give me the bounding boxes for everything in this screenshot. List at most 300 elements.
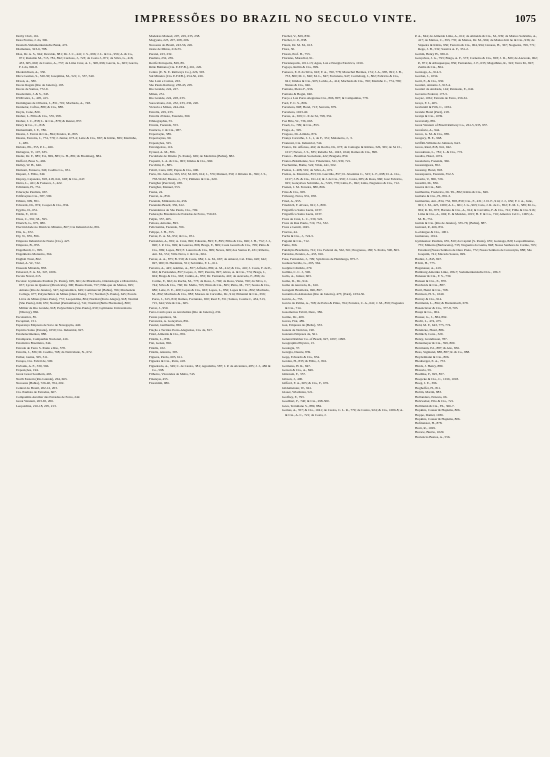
index-entry: Greaforte, A., 944. bbox=[415, 127, 441, 132]
index-entry: Fragoso, Dr. Arlindo, 874. bbox=[282, 131, 318, 136]
index-entry: Elterich, G., 975, 980. bbox=[16, 221, 46, 226]
index-entry: Guaraniguara, 852. bbox=[415, 163, 441, 168]
index-entry: Hardwick & Cia., 887. bbox=[415, 283, 446, 288]
index-entry: Guarany, Hotel, 818. bbox=[415, 167, 443, 172]
page-header bbox=[16, 14, 536, 28]
index-entry: Finanças, 455. bbox=[149, 376, 169, 381]
index-entry: Eiklia, F., 1019. bbox=[16, 212, 38, 217]
index-entry: Diederichsen, A., 330. bbox=[16, 69, 46, 74]
index-entry: Docas de Santos, 772-9. bbox=[16, 87, 49, 92]
index-entry: Frota e Gentil, 1045. bbox=[282, 225, 310, 230]
index-entry: English Trust, 862. bbox=[16, 256, 42, 261]
index-entry: Doyle, Cone, 820. bbox=[16, 109, 41, 114]
index-entry: Federação Brasileira de Estradas de Ferro, 750-63. bbox=[149, 212, 217, 217]
index-entry: Fortaleza, 998; Hotel, 713; Serraria, 879. bbox=[282, 105, 337, 110]
index-entry: Festas populares, 34. bbox=[149, 314, 178, 319]
index-entry: Fauna, 24. bbox=[149, 189, 164, 194]
index-entry: Fribourg, Nova, 931, 958. bbox=[282, 194, 317, 199]
index-entry: Flora, 30. bbox=[282, 47, 295, 52]
index-entry: Feuriel, Guilherme, 865. bbox=[149, 323, 182, 328]
index-entry: Hoehlke, F., 825, 857. bbox=[415, 372, 445, 377]
index-entry: Eustácio, J. & Cia., 987. bbox=[149, 127, 182, 132]
index-entry: Fazenda, Ministerio da, 456. bbox=[149, 198, 188, 203]
index-entry: Helmich, Cons., 329. bbox=[415, 332, 444, 337]
index-column-2 bbox=[149, 34, 272, 747]
index-entry: Farnghar (Percival), 188. bbox=[149, 180, 183, 185]
index-entry: Frota de Cruz, L. C., 539, 522. bbox=[282, 216, 324, 221]
index-entry: Gadjére Cândido, 279. bbox=[282, 265, 313, 270]
index-entry: Hoghoffer, H., 811. bbox=[415, 385, 442, 390]
index-entry: Faculdade de Direito (S. Paulo), 669; de Medicina (Bahia), 882. bbox=[149, 154, 235, 159]
index-entry: Fuchs & Cia., J., 724-5. bbox=[282, 234, 314, 239]
index-entry: São Luiz e Caxias, 263. bbox=[149, 78, 181, 83]
index-entry: Gama da Azevedo, R., 616. bbox=[282, 283, 319, 288]
index-entry: Esther, Guina, 305, 311. bbox=[16, 354, 49, 359]
index-entry: Estamparia, Companhia Nacional, 416. bbox=[16, 336, 69, 341]
index-entry: Gasometros Fabril, Dest., 386. bbox=[282, 310, 323, 315]
index-entry: Faquetti, L. A. & Cia., 963; Irmãos & Cia., 960. bbox=[149, 158, 214, 163]
index-entry: Ely, N., 855, 856. bbox=[16, 234, 40, 239]
index-entry: Ferraz, E. A. M., 951; & Co., 951. bbox=[149, 234, 195, 239]
index-entry: D'Oliveira, L., 405, 415. bbox=[16, 96, 49, 101]
index-entry: Dumont, Fonseca, 346; Coelho Co., 931. bbox=[16, 167, 71, 172]
index-entry: Garcia, A., 755. bbox=[282, 296, 304, 301]
index-entry: Guanabara, Fazenda, 366. bbox=[415, 158, 450, 163]
index-entry: Herrmann, Ed., 887; & Ant., 836. bbox=[415, 345, 460, 350]
index-entry: Ewbank, A. F., 330, 566. bbox=[16, 363, 50, 368]
index-entry: Hopkins, Causer & Hopkins, 806. bbox=[415, 416, 461, 421]
index-entry: Fauvet, A., 859. bbox=[149, 194, 171, 199]
index-entry: Guilherme, Frederico, Dr. Th., 882; Irmão & Cia., 849. bbox=[415, 189, 489, 194]
index-entry: Dudar, Dr. F., 885; Ed., 869, 883; G. H., 881; & Bromberg, 884. bbox=[16, 154, 102, 159]
page-number: 1075 bbox=[515, 14, 536, 25]
index-entry: Exposições, 194. bbox=[16, 367, 39, 372]
index-entry: Esperança Empreza de Sal e de Navegação, 440. bbox=[16, 323, 82, 328]
index-entry: Hentemeyer & Cia., 399, 800. bbox=[415, 341, 456, 346]
index-entry: Góes, Tertuliano S., 889, 884. bbox=[282, 403, 322, 408]
index-entry: Henry, Grandisson, 787. bbox=[415, 336, 448, 341]
index-entry: General Rubber Co. of Brazil, 927, 1097, 1098. bbox=[282, 336, 346, 341]
index-column-3 bbox=[282, 34, 405, 747]
index-entry: Engelhardt, C., 895. bbox=[16, 247, 43, 252]
index-entry: Grabstahl & Filh, C., 1034. bbox=[415, 105, 452, 110]
index-entry: Holtin, Martin, 883. bbox=[415, 390, 442, 395]
index-entry: Estrada de Ferro S. Paulo e Rio, 578. bbox=[16, 345, 66, 350]
index-entry: Guarapuava, Fazenda, 352-5. bbox=[415, 172, 455, 177]
index-entry: Felippe, J. H., 355. bbox=[149, 229, 175, 234]
index-entry: Gravatahy, 881. bbox=[415, 118, 437, 123]
index-entry: Farnghar, Manuel, 553. bbox=[149, 185, 181, 190]
index-entry: Godfrey, F., 793. bbox=[282, 394, 305, 399]
index-entry: H Irm, H., 775. bbox=[415, 261, 436, 266]
index-entry: Fiação e Tecidos Porto-Alegrense, Cia. de, 817. bbox=[149, 327, 213, 332]
index-entry: Companhia Auxiliar das Estradas de Ferro, 242. bbox=[16, 394, 81, 399]
index-entry: Fischel, V., 829, 839. bbox=[282, 34, 311, 38]
index-entry: Diamantes, 323-6, 788. bbox=[16, 47, 48, 52]
index-column-4 bbox=[415, 34, 538, 747]
index-entry: Dutra, L., 421; & Fonseca, J., 422. bbox=[16, 180, 63, 185]
index-entry: Feitosa, Antonio, 893. bbox=[149, 221, 179, 226]
index-entry: Egydio, D., 651. bbox=[16, 207, 39, 212]
index-entry: Great Western of Brazil Railway Co., 261-5, 935, 937. bbox=[415, 123, 488, 128]
index-entry: Griffith-Wilkins de Johnson, 9A3. bbox=[415, 140, 461, 145]
index-entry: Gepp, Edwards & Cia., 834. bbox=[282, 354, 320, 359]
index-entry: Fabril, Cana, 605; Papas & Cia., 690. bbox=[149, 167, 200, 172]
index-entry: Victoria a Minas, 244-244. bbox=[149, 105, 185, 110]
index-entry: Gordon, J., 1034. bbox=[415, 74, 439, 79]
index-entry: Dumermuth, J. F., 786. bbox=[16, 127, 47, 132]
index-entry: Eihlers, 999, 851. bbox=[16, 198, 40, 203]
index-entry: Holzweber, Ello & Cia., 721. bbox=[415, 399, 455, 404]
index-entry: Hauser, G., J., 884, 892. bbox=[415, 314, 448, 319]
index-entry: Goyaz, 1061; Estrada de Ferro, 256-61. bbox=[415, 96, 468, 101]
index-entry: Ford, F. C. S., 806. bbox=[282, 100, 308, 105]
index-entry: Figueiredo, A., 349; C. de Castro, 381; Agostinho, 587; J. P. de Alcantara, 485; J. J., 486 & Co., 598. bbox=[149, 363, 271, 372]
index-entry: Estrella, 229, 233. bbox=[149, 109, 174, 114]
index-entry: Hagenauer, A., 419. bbox=[415, 265, 442, 270]
index-entry: Central do Brazil, 202-12, 203. bbox=[16, 385, 58, 390]
index-entry: Franco - Brazilian Sociedade, 422; Brugada, 859. bbox=[282, 154, 349, 159]
index-entry: Franzoni, Cia. Industrial, 744. bbox=[282, 140, 323, 145]
index-entry: Garagem Brazileira, 696, 897. bbox=[282, 287, 323, 292]
index-entry: Gibson, J., 400. bbox=[282, 376, 303, 381]
index-entry: Graça, F. J., 405. bbox=[415, 100, 438, 105]
index-entry: Germano, H. R., 847. bbox=[282, 363, 311, 368]
index-entry: Gerson & Cia., A., 849. bbox=[282, 367, 314, 372]
index-entry: Historia, 59. bbox=[415, 367, 432, 372]
index-entry: Esberard, F. A. M., 347, 1006. bbox=[16, 270, 57, 275]
index-entry: Gomm, Henry H., 965-6. bbox=[415, 51, 449, 56]
index-entry: Paulista, 232, 239. bbox=[149, 56, 174, 61]
index-entry: Leopoldina, 216-18, 205, 213. bbox=[16, 403, 57, 408]
index-entry: Harrison, H. S., 1040. bbox=[415, 292, 445, 297]
index-entry: Fundição Brazileira, 741; Cia. Federal de, 562, 561; Progresso, 180; S. Pedro, 590, 863. bbox=[282, 247, 400, 252]
index-entry: Centro (E. N. E. Railways Co.), 226, 303. bbox=[149, 69, 205, 74]
index-entry: Ethnographia, 55. bbox=[149, 118, 173, 123]
index-entry: Hollanders, Ernesto, 66. bbox=[415, 394, 448, 399]
index-entry: Geologia, 37. bbox=[282, 345, 301, 350]
index-entry: Guaiba, Hotel, 1074. bbox=[415, 154, 443, 159]
index-entry: Hoppe, Daniel, 1036. bbox=[415, 412, 444, 417]
index-entry: Sorocabana, 241, 232, 233, 236, 220. bbox=[149, 100, 199, 105]
index-entry: Dupray, Cajazeiro, 818, 418, 641, 648; & Cia., 647. bbox=[16, 176, 86, 181]
index-entry: Horn, R., 1029. bbox=[415, 425, 436, 430]
index-entry: Paraná, 223, 232. bbox=[149, 51, 173, 56]
index-entry: Fumo, 366. bbox=[282, 243, 298, 248]
index-entry: Fontana & Bogui, 940. bbox=[282, 91, 313, 96]
index-entry: Ferro-Carris para os Arrabaldes (Rio de Janeiro), 232. bbox=[149, 310, 222, 315]
index-entry: Dreher, J. C., 858; L. & Cia., 878; & Reuter, 857. bbox=[16, 118, 83, 123]
index-entry: Recife Petropolis, 829, 89. bbox=[149, 60, 185, 65]
index-entry: Dupont, J. Filho, 349. bbox=[16, 172, 46, 177]
index-entry: Hopkins, Causer & Hopkins, 806. bbox=[415, 408, 461, 413]
index-entry: Fiorentini, 986. bbox=[149, 381, 170, 386]
index-entry: Fraga, A., 395. bbox=[282, 127, 302, 132]
index-entry: Gazzena Empreza de, 561. bbox=[282, 332, 318, 337]
index-entry: Dubois, Ph., 355, P. L., 466. bbox=[16, 145, 54, 150]
index-entry: Estrella, J., 836; M. Coelho, 768; da Natividade, N., 672. bbox=[16, 350, 93, 355]
index-entry: Gatino, Dr., 409. bbox=[282, 314, 305, 319]
index-entry: Gildemeister, W., 941. bbox=[282, 385, 312, 390]
index-entry: Escopinel, 151. bbox=[16, 319, 37, 323]
index-entry: Greco, G. M. & Cia., 885. bbox=[415, 131, 451, 136]
index-entry: Frigorífico Santa Luzia, 1037. bbox=[282, 207, 323, 212]
index-entry: Goulart, Antonio J., 913-4. bbox=[415, 82, 451, 87]
index-entry: Gifford, F. A., 605; & Cia., F., 676. bbox=[282, 381, 329, 386]
index-entry: Hecht, L., 474, 475. bbox=[415, 319, 442, 323]
index-entry: Fried, A., 955. bbox=[282, 198, 302, 203]
index-entry: Ennal, A. W., 722. bbox=[16, 261, 41, 266]
index-entry: Elis, G., 672. bbox=[16, 229, 34, 234]
index-entry: Gregory, H. E., 968. bbox=[415, 136, 443, 141]
index-entry: Noroeste (Bahia), 726-40, 704, 202. bbox=[16, 381, 65, 386]
index-entry: Eyraud, A. M., 856. bbox=[149, 149, 176, 154]
index-entry: Fuganti & Cia., 712. bbox=[282, 238, 310, 243]
index-entry: Gonzaga, A., 914-5. bbox=[415, 69, 442, 74]
index-entry: Enseada Miranda, 858. bbox=[16, 265, 47, 270]
index-entry: Gerdau, H., 833; & Filho, J., 816. bbox=[282, 359, 328, 364]
index-entry: Hofmeister, H., 878. bbox=[415, 421, 443, 426]
index-entry: Dufford, Bose S., 466. bbox=[16, 158, 47, 163]
index-entry: G-eldergee & Cia., 1001. bbox=[415, 229, 449, 234]
index-entry: Hansen & Cia., E., 870. bbox=[415, 278, 447, 283]
index-entry: Ferrer, J., 950. bbox=[149, 305, 169, 310]
index-entry: Electricidade no Districto Mineiro, 867; Cia Industrial de, 891. bbox=[16, 225, 101, 230]
index-entry: Guiraud, P., 466, 831. bbox=[415, 225, 445, 230]
index-entry: Hess, Sigmund, 888, 887; R. & Co., 888. bbox=[415, 350, 470, 355]
index-entry: Goedhart, F., 740; & Cia., 298-300. bbox=[282, 399, 330, 404]
index-entry: Hinds, J. Henry, 880. bbox=[415, 363, 444, 368]
index-entry: Echmann, H., 751. bbox=[16, 185, 42, 190]
index-entry: Rio Grande, 224, 227. bbox=[149, 87, 179, 92]
index-entry: Guimarães, Ant., 834, 752, 858, 859; Cia., F., 431; J. D. F., 914; J. J., 656; F. J. A., Junr., 901; J. M., 425, 1000; A. L., 601; J. G., 963; Caio, J. R. de C., 852; E. M. J., 589; M. G., 904; R. M., 873; Barreto & Cia., A., 914; & Carvalho, F. & Cia., 741; Filho & Cia. 916; Lima & Cia., A., 604; E. & Mendes, 1015; B. F. & Co., 716; America Cel C., 1065; A. M. B., 751. bbox=[415, 198, 537, 221]
index-entry: Gymnasios: Paulista, 655, 810; da Capital (S. Paulo), 655; Gonzaga, 820; Leopoldinense, 755; Minerio (Barbacena), 733; Nogueira da Gama, 848; Nossa Senhora do Carmo, 765; Estadual (Nossa Senhora de Ouro Preto, 772; Nossa Senhora de Conceição, 888; São Joaquim, 741; Macedo Soares, 699. bbox=[415, 238, 537, 257]
index-entry: Feijão, 357, 405. bbox=[149, 216, 172, 221]
index-entry: Noroeste do Brazil, 243-56, 226. bbox=[149, 42, 193, 47]
index-entry: Guerra & Cia., 840. bbox=[415, 185, 442, 190]
index-entry: Hollmann & Cia., Fh., 366-7. bbox=[415, 403, 455, 408]
index-entry: Fructas, 44. bbox=[282, 229, 298, 234]
index-entry: Heydelmann & Cia., 806. bbox=[415, 354, 450, 359]
index-entry: Duarte, Ferreira, J., 774, 779; J. Junior, 673-4; Leite & Cia., 867; & Irmão, 865; Martinho, J., 489. bbox=[16, 136, 137, 145]
index-entry: Gonçalves, J. G., 793; Braga, A. F., 573; Carneiro & Cia., 803; J. D., 829; de Azevedo, 962; P., 871; & Albuquerque, 856; Fernandes, J. F., 633; Magalhães, R., 322; Terra M., 847; Zenha & Cia., 804. bbox=[415, 56, 538, 70]
index-entry: Hanauer & Cia., F. S., 739. bbox=[415, 274, 452, 279]
index-entry: Foz Bilo, W., 736, 663. bbox=[282, 118, 314, 123]
index-entry: Hoeg, J. E., 396. bbox=[415, 381, 438, 386]
index-entry: Domingues de Oliveira, J., 851, 701; Machado, A., 748. bbox=[16, 100, 91, 105]
index-entry: Deutsch-Südamerikanische Bank, 472. bbox=[16, 42, 69, 47]
index-entry: Hennicke, Hotel, 886. bbox=[415, 327, 445, 332]
index-entry: Fidelis, L., 836. bbox=[149, 336, 171, 341]
index-entry: Exportação, 389. bbox=[149, 131, 172, 136]
index-entry: Guarda, V., 806, 726. bbox=[415, 176, 444, 181]
index-entry: Fernandes, A., 891; A. Cruz, 996; Eduardo, 893; F., 895; Filho & Cia., 696; J. H., 752; J. J., 690; J. P. Cia., 849; & Gouvea, 806; Braga, F., 869; Costa Gouvêa & Cia., 709; Pinto & Cia., 869; Lopes, 893; F. Loureiro & Cia., 809; Neves, 669; dos Santos P., 431; Ribeiro, Ant. M., 551; Villa Nova, J. & Cia., 604. bbox=[149, 238, 272, 257]
index-entry: Hortencio Bastos, A., 556. bbox=[415, 434, 451, 439]
index-entry: Fazendeiros de São Paulo, Cia., 769. bbox=[149, 207, 199, 212]
index-entry: Fortes, A., 659; C. P. de Sá, 798, 352. bbox=[282, 114, 333, 119]
index-entry: Hamburg Amerika Linie, 186-7; Sudamerikanische D.G., 186-7. bbox=[415, 270, 502, 275]
index-entry: Figueira & Cia., Paris, 418. bbox=[149, 359, 186, 364]
index-entry: Estrella d'Oeste, Fazenda, 360. bbox=[149, 114, 191, 119]
index-entry: Florianopolis, 1011-13; Agua, Luz e Energia Electrica, 1016. bbox=[282, 60, 364, 65]
index-entry: Desa Freitas, J. da, 306. bbox=[16, 38, 48, 43]
index-entry: Empreza, B., 855. bbox=[16, 243, 41, 248]
index-entry: Minas, 251. bbox=[149, 91, 165, 96]
index-entry: Cia. Paulista de Estradas, 667. bbox=[16, 390, 57, 395]
index-entry: Espirito Santo (Estado), 1050; Cia. Industrial, 927. bbox=[16, 327, 84, 332]
index-entry: Great Great Southern, 465. bbox=[16, 372, 53, 377]
index-entry: Gomes, A., 357; & Cia., 1041; de Castro, C. L. R., 779; de Castro, 924; & Cia., 1006-8; A. & Cia., A. C., 721; da Costa, J. bbox=[282, 408, 404, 417]
index-entry: Glaser, Wladislau, 521. bbox=[282, 390, 314, 395]
index-columns bbox=[16, 34, 538, 747]
index-entry: Horace, Burrio, 1029. bbox=[415, 430, 445, 435]
index-entry: Educação Paulista, 667. bbox=[16, 189, 48, 194]
index-entry: Franco-Brésilienne, Soc. Financière, 521, 930, 721. bbox=[282, 158, 351, 163]
index-entry: Gazeta de Noticias, 190. bbox=[282, 327, 315, 332]
index-entry: Estabelecimentos, 888. bbox=[16, 332, 47, 337]
index-entry: Frenen, J. M. Ferreira, 880, 866. bbox=[282, 185, 326, 190]
index-entry: Fidelis, 102. bbox=[149, 345, 166, 350]
index-entry: Gallina, C. C. J., 590. bbox=[282, 270, 311, 275]
index-entry: Gama, D., Dr., 914. bbox=[282, 278, 309, 283]
index-entry: Frota da Rua Paulo, 719, 751, 532. bbox=[282, 221, 329, 226]
index-entry: Etruria, Fazenda, 353. bbox=[149, 123, 179, 128]
index-entry: Escolas: Gymnasio Paulista (S. Paulo), 695, 661; de Pharmacia, Odontologia e Obstetricia, 657; Lyceu de Queiroz (Piracicaba), 300; Bueno Paula, 757; Nhú-que de Mattos, 695; Amano (Rio de Janeiro), 347; Agronomica, 649; Commercial (Bahia), 766; Mackenzie College, 677; Polytechnica de Minas (Ouro Preto), 771; Normal (S. Paulo), 645; Escola Livre de Minas (Ouro Preto), 772; Leopoldina, 804; Normal (Porto Alegre), 918; Normal (São Paulo), 649, 655; Normal (Pernambuco), 741; Normal (Bello Horizonte), 800; Militar de Rio Grande, 918; Polytechnica (São Paulo), 650; Gymnasio Universitario (Niteroy), 866. bbox=[16, 278, 139, 315]
index-entry: Haupt & Co., 904. bbox=[415, 310, 440, 315]
index-entry: Held, M. F., 643, 775, 774. bbox=[415, 323, 452, 328]
index-entry: Floren, Prof. B., 753. bbox=[282, 51, 311, 56]
index-entry: Gotti, F., & Cia., 930. bbox=[415, 78, 445, 83]
index-entry: Engenheiro Monteiro, 364. bbox=[16, 252, 53, 257]
index-entry: Dreher, L. Filho & Cia., 555, 958. bbox=[16, 114, 62, 119]
index-entry: Fraeb, G., 709; & Cia., 853. bbox=[282, 123, 320, 128]
index-entry: Floriano, Marechal, 91. bbox=[282, 56, 314, 61]
index-entry: Friedrich, F. Alvaro, 921; J., 809. bbox=[282, 203, 327, 208]
index-entry: Edwards, Dr., 874; Cooper & Cia., 834. bbox=[16, 203, 70, 208]
index-entry: Dias, Dr. A. S., 944; Devaldo, 881; Dr. J. C., 441; J. S., 696; J. L. & Ca., 956; A. & Ca., 971; Ronaldo M., 715, 781, 892; Cardoso, J., 723; da Costa J., 871; da Silva, G., 418, 433, 605, 660; de Castro, A., 757; de Lima Cruz, A. J., 368, 696; Garcia, G., 603; Garcia, F. Lda, 996-8. bbox=[16, 51, 139, 70]
index-entry: Figuera, Pardo, 603, 611. bbox=[149, 354, 183, 359]
index-entry: Grande Hotel (Pará), 218. bbox=[415, 109, 450, 114]
index-entry: Fogaça, Rollin & Cia., 899. bbox=[282, 65, 319, 70]
index-entry: Gross, Raul, 818, 941, 942. bbox=[415, 145, 452, 150]
index-entry: Guilarte & Cia., H., 891-3. bbox=[415, 194, 451, 199]
index-entry: Dubugras, V., 107, 635. bbox=[16, 149, 48, 154]
index-entry: Dixon, A., 380. bbox=[16, 78, 37, 83]
index-entry: Fidel, Almeida & Cia., 891. bbox=[149, 332, 187, 337]
index-entry: Hasenclever & Cia., 377-8, 703. bbox=[415, 305, 459, 310]
index-entry: Gaz, Empreza de (Bello), 333. bbox=[282, 323, 323, 328]
index-entry: Gavea, Fiat, 489. bbox=[282, 319, 305, 323]
index-entry: Hoepcke & Cia., C., 1016, 1018. bbox=[415, 376, 459, 381]
index-entry: Hartl, Henri & Cia., 768. bbox=[415, 287, 449, 292]
index-entry: North Eastern (Rio Grande), 264, 663. bbox=[16, 376, 68, 381]
index-entry: Filhoiro, Viscondes de Malta, 743. bbox=[149, 372, 196, 377]
index-entry: Elsas, C., 591; M., 595. bbox=[16, 216, 48, 221]
index-entry: Madeiras Manoel, 207, 229, 235, 238. bbox=[149, 34, 201, 38]
index-entry: Oeste de Minas, 216-55. bbox=[149, 47, 182, 52]
index-entry: Freitas, L. 408, 591; da Silva, A., 672. bbox=[282, 167, 334, 172]
index-entry: Fortaleza, 1023-40. bbox=[282, 109, 309, 114]
index-entry: Exportações, 90. bbox=[149, 136, 172, 141]
index-entry: Ferreira, A., 445; Adelino, A., 857; Alfredo, 884; A. M., 412; & Cia., 416; J. Costa, F. de P., 662; & Fernandes, 857; Lopes, J., 897; Pereira, 997; Alves, A. & Cia., 774; Braga, J., 604; Braga & Cia., 963; Cunha, A., 855; Dr. Fernando, 410; de Azevedo, F., 896; do Carmo, F., 662; da Rocha, M., 773; da Rosa, J., 760; de Rosa, Viana, 760; da Silva, J., 744; Silva & Cia., 760; Dr. Mello, 765; Pinto & Cia., 865; Pinto, M., 757; Souza & Cia., 686; Leite, E. E., 400; Lopes & Cia., 663; Lopes, L., 856; Lopes & Cia., 802; Machado, M., 892; Machado & Cia., 883; Moraes de Carvalho, Dr., 914; Pimentel & Cia., 656; Porto, J., 615, 819; Ramos, Fortunato, 650; Real F., 351; Santos, Cosme J., 434, 513, 715, 644; Vale & Cia., 605. bbox=[149, 265, 272, 306]
index-entry: Gaduau Sertão, G., 295, 364. bbox=[282, 261, 321, 266]
index-entry: Escola Naval, 215. bbox=[16, 274, 42, 279]
index-entry: Edificações Cia., 587, 590. bbox=[16, 194, 53, 199]
index-entry: Flautz, Dr. M. M., 613. bbox=[282, 42, 314, 47]
index-entry: Fonseca, E. P. da Silva, 943; F. A., 760, 778; Marechal Hermes, 174; J. A., 985, 991; J. B., 753, 800; M. J., 840; M. L., 847; Fortunato, 947; Cortlebaig, J., 802; Fabrício & Cia., 941; Irmãos & Cia., 905; Lobão, A., 414; Machado & Cia., 760; Marinho C., 774, 780; Nunes & Cia., 946. bbox=[282, 69, 403, 87]
index-entry: Geographia Physica, 13. bbox=[282, 341, 315, 346]
index-entry: Sul Mineira (Cia. E.F.P.B.), 254-56, 226. bbox=[149, 74, 204, 79]
index-entry: Hieuberger, E. A., 753. bbox=[415, 359, 446, 364]
index-entry: Fuse, Fernandes, J., 709; Syndicato de Hamburgo, 875-7. bbox=[282, 256, 359, 261]
index-column-1 bbox=[16, 34, 139, 747]
index-entry: P. A., 844; de Almeida Lima, A., 612; de Almeida & Cia., M., 939; da Mattos Sobrinho, A., 417; de Mattos, C., 393, 735; de Mattos, Dr. M., 994; de Mattos Irm ão & Cia., 936; de Siqueira & Irmão, 936; Ferreira & Cia., 964, 994; Linares, H., 367; Nogueira, 769, 771; Rego, J. B., 532; Saraiva A. F., 331-2. bbox=[415, 34, 538, 52]
index-entry: Ghizzoni, F., 357. bbox=[282, 372, 306, 377]
index-entry: Duarte, J. Ferraz & Cia., 894; Pereira, R., 893. bbox=[16, 131, 79, 136]
index-entry: Garcia da Palma, A., 768; de Paiva & Pinto, 764; Ferreira, C. A., 641; J. M., 859; Nogueira & Cia., 714. bbox=[282, 301, 404, 310]
index-entry: Forço a Luz Porto Alegrense Cia., 866, 807; & Campanhas, 778. bbox=[282, 96, 369, 101]
index-entry: Estrangeiros, 116. bbox=[149, 145, 174, 150]
index-entry: Frias & Cia., 905. bbox=[282, 189, 306, 194]
index-entry: Exposições, 325. bbox=[149, 140, 172, 145]
index-entry: Rio Grande, 224, 228, 233. bbox=[149, 96, 186, 101]
index-entry: Doederlein, J. & S., 345. bbox=[16, 91, 50, 96]
index-entry: Geórgia, Duarte, 839. bbox=[282, 350, 312, 355]
index-entry: Facchini, E., 885. bbox=[149, 163, 173, 168]
index-entry: Fazendas Brazil, 336, 612. bbox=[149, 203, 185, 208]
index-entry: Harvey & Cia., 914. bbox=[415, 296, 443, 301]
index-entry: Gallo, A., Junior, 603. bbox=[282, 274, 312, 279]
index-entry: Mogyana, 223, 207, 208, 206. bbox=[149, 38, 190, 43]
index-entry: Frigorífico Santa Luzia, 1037. bbox=[282, 212, 323, 217]
index-entry: Escolastica, 85. bbox=[16, 314, 37, 319]
index-entry: Furtados, Pereira, A., 433, 916. bbox=[282, 252, 324, 257]
index-entry: Guardiã, M., 836. bbox=[415, 180, 439, 185]
index-entry: Faria, Dr. João de, 563, 631; M. 603, 614; J., 576; Manuel, 350; J. Ribeiro R., 396; J. S., 758-59-62; Bastos, J., 771; Pinheiro & Cia., 620. bbox=[149, 172, 268, 181]
index-entry: Hartmann, L., 894; & Breitenbach, 678. bbox=[415, 301, 469, 306]
index-entry: Grossklaus, L., 781; L. & Cia., 772. bbox=[415, 149, 464, 154]
index-entry: Frechetime, Bathe, 524; Vilde, 441, 502. bbox=[282, 163, 337, 168]
index-entry: Ferraz, A. A., 875; B. 559; & Costa, 984; J. A. M., 667; de Amaral, Cel. Elias, 620; 642; 697, 900; D. Herminia, 551; Sobrinho, F. L., 611. bbox=[149, 256, 267, 266]
index-entry: França Carvalho, J. J., 1, de F., 331; Malanotto, J., 3. bbox=[282, 136, 353, 141]
index-entry: Fontana, Pietro F., 936. bbox=[282, 87, 314, 92]
index-entry: Rêde Bahiana (Cia. E.F.F.B.), 261, 226. bbox=[149, 65, 203, 70]
index-entry: Goulart de Andrade, 144; Penteado, E., 642. bbox=[415, 87, 475, 92]
index-entry: Dulley, W. H., 646. bbox=[16, 163, 42, 168]
index-entry: Fiat, Genaz, 802. bbox=[149, 341, 172, 346]
index-entry: Empreza Industrial de Norte (Cia.), 427. bbox=[16, 238, 71, 243]
index-entry: Europa, Cia. Fabril de, 500. bbox=[16, 359, 54, 364]
index-entry: Estatística Brazileira, 344. bbox=[16, 341, 52, 346]
index-entry: Derby Club, 161. bbox=[16, 34, 40, 38]
index-entry: Gumaraes, 1914. bbox=[415, 234, 438, 239]
index-entry: Freitas, A. Mauricio, 853; Dr. Garcilão, 857; D. Juventina C., 523; L. F., 698; D. A. Cia., 1017; J. B. & Cia., 911-12; & J. de Cia., 950; J. Costa, 685; & Rosa, 960; José Fabricio, 925; Gonçalves Sobrinho, A., 7225, 778; Lima, E., 692; Lima, Negreiros & Cia., 712. bbox=[282, 172, 403, 185]
index-entry: Governo Federal, 173-5. bbox=[415, 91, 448, 96]
index-entry: Dirce Gomes, S., 520-30; Josephina, M., 521; J., 537, 540. bbox=[16, 74, 95, 79]
index-entry: Guinle & Cia. (Rio de Janeiro), 335-76; (Bahia), 887. bbox=[415, 221, 487, 226]
index-entry: Franco, Dr. Affonso, 462; da Rocha, Dr., 673; de Cantagio & Irmãos, 326, 365; de Sá Cl., 1017; Neves, J. S., 835; Rebello M., 1043, 1044; Ramos & Cia., 898. bbox=[282, 145, 402, 154]
index-entry: Great Western, 263-65, 206. bbox=[16, 399, 54, 404]
index-entry: Drury & Co., C., 818. bbox=[16, 123, 46, 128]
index-entry: Docas Ragais (Rio de Janeiro), 193. bbox=[16, 82, 65, 87]
index-entry: Granja & Cia., 1039. bbox=[415, 114, 444, 119]
index-entry: Fischer, C. P., 838. bbox=[282, 38, 308, 43]
index-entry: Fidelis, Antonio, 395. bbox=[149, 350, 179, 355]
index-entry: Donnolar, Caflos, 889; & Cia., 888. bbox=[16, 105, 64, 110]
index-entry: Garantia da Amazonas (Rio de Janeiro), 475; (Pará), 1034-36. bbox=[282, 292, 365, 297]
page-title: IMPRESSÕES DO BRAZIL NO SECULO VINTE. bbox=[134, 14, 418, 25]
index-entry: Hadler, J., 845, 847. bbox=[415, 256, 442, 261]
